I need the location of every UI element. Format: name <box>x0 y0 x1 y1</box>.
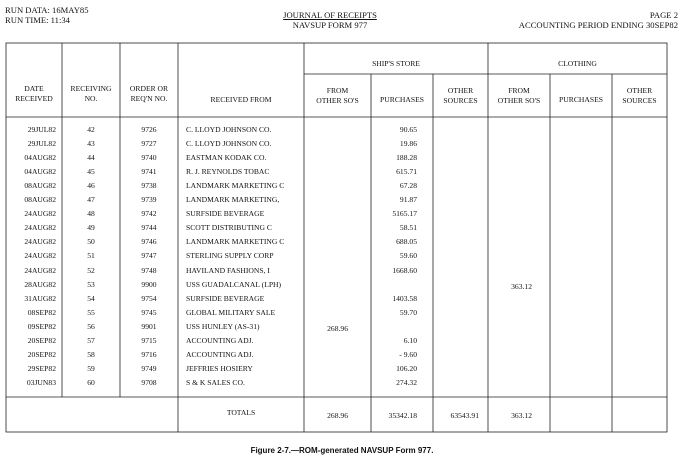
cell-received-from: EASTMAN KODAK CO. <box>186 153 267 163</box>
cell-date: 24AUG82 <box>24 265 56 275</box>
cell-receiving-no: 53 <box>87 279 95 289</box>
cell-received-from: S & K SALES CO. <box>186 377 245 387</box>
cell-receiving-no: 54 <box>87 293 95 303</box>
col-header-receiving: RECEIVING NO. <box>70 84 112 103</box>
cell-receiving-no: 55 <box>87 307 95 317</box>
cell-receiving-no: 51 <box>87 251 95 261</box>
cell-received-from: JEFFRIES HOSIERY <box>186 363 253 373</box>
cell-received-from: SCOTT DISTRIBUTING C <box>186 223 272 233</box>
cell-date: 04AUG82 <box>24 167 56 177</box>
cell-ss-purchases: 188.28 <box>396 153 417 163</box>
cell-ss-purchases: 59.60 <box>399 251 417 261</box>
cell-date: 08SEP82 <box>27 307 56 317</box>
cell-receiving-no: 42 <box>87 125 95 134</box>
total-ss-purchases: 35342.18 <box>388 411 417 420</box>
cell-order-no: 9716 <box>141 349 157 359</box>
cell-receiving-no: 45 <box>87 167 95 177</box>
cell-date: 20SEP82 <box>27 349 56 359</box>
cell-ss-purchases: 19.86 <box>399 139 417 149</box>
cell-received-from: STERLING SUPPLY CORP <box>186 251 274 261</box>
cell-date: 31AUG82 <box>24 293 56 303</box>
col-header-received-from: RECEIVED FROM <box>210 95 272 104</box>
cell-received-from: LANDMARK MARKETING, <box>186 195 280 205</box>
cell-date: 20SEP82 <box>27 335 56 345</box>
cell-received-from: ACCOUNTING ADJ. <box>186 335 254 345</box>
group-header-clothing: CLOTHING <box>558 59 597 68</box>
cell-order-no: 9715 <box>141 335 157 345</box>
cell-ss-other-so: 268.96 <box>327 323 348 333</box>
cell-date: 29JUL82 <box>27 125 56 134</box>
cell-receiving-no: 52 <box>87 265 95 275</box>
cell-order-no: 9744 <box>141 223 157 233</box>
total-ss-other-sources: 63543.91 <box>450 411 479 420</box>
col-header-ss-other-sources: OTHER SOURCES <box>443 86 478 105</box>
cell-order-no: 9740 <box>141 153 157 163</box>
cell-received-from: GLOBAL MILITARY SALE <box>186 307 276 317</box>
cell-receiving-no: 46 <box>87 181 95 191</box>
total-cl-other-so: 363.12 <box>511 411 532 420</box>
cell-receiving-no: 58 <box>87 349 95 359</box>
form-number: NAVSUP FORM 977 <box>292 20 368 30</box>
cell-date: 24AUG82 <box>24 237 56 247</box>
cell-ss-purchases: 688.05 <box>396 237 417 247</box>
cell-order-no: 9738 <box>141 181 157 191</box>
col-header-order: ORDER OR REQ'N NO. <box>129 84 169 103</box>
cell-received-from: USS HUNLEY (AS-31) <box>186 321 260 331</box>
cell-received-from: LANDMARK MARKETING C <box>186 181 285 191</box>
cell-order-no: 9739 <box>141 195 157 205</box>
cell-order-no: 9727 <box>141 139 157 149</box>
cell-date: 29SEP82 <box>27 363 56 373</box>
cell-order-no: 9900 <box>141 279 157 289</box>
cell-ss-purchases: 274.32 <box>396 377 417 387</box>
cell-receiving-no: 44 <box>87 153 95 163</box>
col-header-cl-purchases: PURCHASES <box>559 95 603 104</box>
cell-date: 24AUG82 <box>24 223 56 233</box>
cell-receiving-no: 49 <box>87 223 95 233</box>
cell-date: 29JUL82 <box>27 139 56 149</box>
run-time: RUN TIME: 11:34 <box>5 15 70 25</box>
cell-ss-purchases: 67.28 <box>399 181 417 191</box>
cell-ss-purchases: 6.10 <box>403 335 417 345</box>
cell-order-no: 9708 <box>141 377 157 387</box>
cell-receiving-no: 60 <box>87 377 95 387</box>
accounting-period: ACCOUNTING PERIOD ENDING 30SEP82 <box>518 20 678 30</box>
col-header-date: DATE RECEIVED <box>15 84 53 103</box>
cell-order-no: 9754 <box>141 293 157 303</box>
group-header-ships-store: SHIP'S STORE <box>372 59 420 68</box>
cell-receiving-no: 57 <box>87 335 95 345</box>
cell-order-no: 9748 <box>141 265 157 275</box>
cell-ss-purchases: 1668.60 <box>392 265 417 275</box>
cell-receiving-no: 47 <box>87 195 95 205</box>
cell-order-no: 9742 <box>141 209 157 219</box>
cell-ss-purchases: 59.70 <box>399 307 417 317</box>
cell-received-from: ACCOUNTING ADJ. <box>186 349 254 359</box>
col-header-cl-other-sources: OTHER SOURCES <box>622 86 657 105</box>
cell-date: 28AUG82 <box>24 279 56 289</box>
cell-ss-purchases: 106.20 <box>396 363 417 373</box>
cell-cl-other-so: 363.12 <box>511 281 532 291</box>
cell-date: 03JUN83 <box>26 377 56 387</box>
cell-order-no: 9741 <box>141 167 157 177</box>
journal-title: JOURNAL OF RECEIPTS <box>283 10 377 20</box>
cell-date: 24AUG82 <box>24 209 56 219</box>
cell-receiving-no: 50 <box>87 237 95 247</box>
cell-received-from: C. LLOYD JOHNSON CO. <box>186 125 272 134</box>
cell-received-from: USS GUADALCANAL (LPH) <box>186 279 282 289</box>
cell-date: 08AUG82 <box>24 181 56 191</box>
col-header-ss-purchases: PURCHASES <box>380 95 424 104</box>
cell-received-from: SURFSIDE BEVERAGE <box>186 209 265 219</box>
cell-date: 04AUG82 <box>24 153 56 163</box>
cell-received-from: HAVILAND FASHIONS, I <box>186 265 270 275</box>
cell-received-from: R. J. REYNOLDS TOBAC <box>186 167 270 177</box>
cell-date: 08AUG82 <box>24 195 56 205</box>
cell-order-no: 9749 <box>141 363 157 373</box>
cell-order-no: 9745 <box>141 307 157 317</box>
figure-caption: Figure 2-7.—ROM-generated NAVSUP Form 977. <box>250 446 434 455</box>
cell-received-from: SURFSIDE BEVERAGE <box>186 293 265 303</box>
col-header-ss-from-other: FROM OTHER SO'S <box>316 86 359 105</box>
col-header-cl-from-other: FROM OTHER SO'S <box>497 86 541 105</box>
cell-ss-purchases: 1403.58 <box>392 293 417 303</box>
cell-order-no: 9747 <box>141 251 157 261</box>
cell-order-no: 9901 <box>141 321 157 331</box>
cell-ss-purchases: 615.71 <box>396 167 417 177</box>
cell-date: 09SEP82 <box>27 321 56 331</box>
cell-receiving-no: 56 <box>87 321 95 331</box>
cell-received-from: C. LLOYD JOHNSON CO. <box>186 139 272 149</box>
cell-order-no: 9746 <box>141 237 157 247</box>
cell-ss-purchases: 58.51 <box>399 223 417 233</box>
cell-ss-purchases: - 9.60 <box>399 349 417 359</box>
cell-receiving-no: 43 <box>87 139 95 149</box>
cell-order-no: 9726 <box>141 125 157 134</box>
cell-received-from: LANDMARK MARKETING C <box>186 237 285 247</box>
cell-receiving-no: 59 <box>87 363 95 373</box>
cell-receiving-no: 48 <box>87 209 95 219</box>
cell-ss-purchases: 90.65 <box>399 125 417 134</box>
cell-ss-purchases: 91.87 <box>399 195 417 205</box>
run-data: RUN DATA: 16MAY85 <box>5 5 89 15</box>
page-number: PAGE 2 <box>649 10 678 20</box>
cell-date: 24AUG82 <box>24 251 56 261</box>
totals-label: TOTALS <box>226 408 256 417</box>
total-ss-other-so: 268.96 <box>327 411 348 420</box>
cell-ss-purchases: 5165.17 <box>392 209 417 219</box>
